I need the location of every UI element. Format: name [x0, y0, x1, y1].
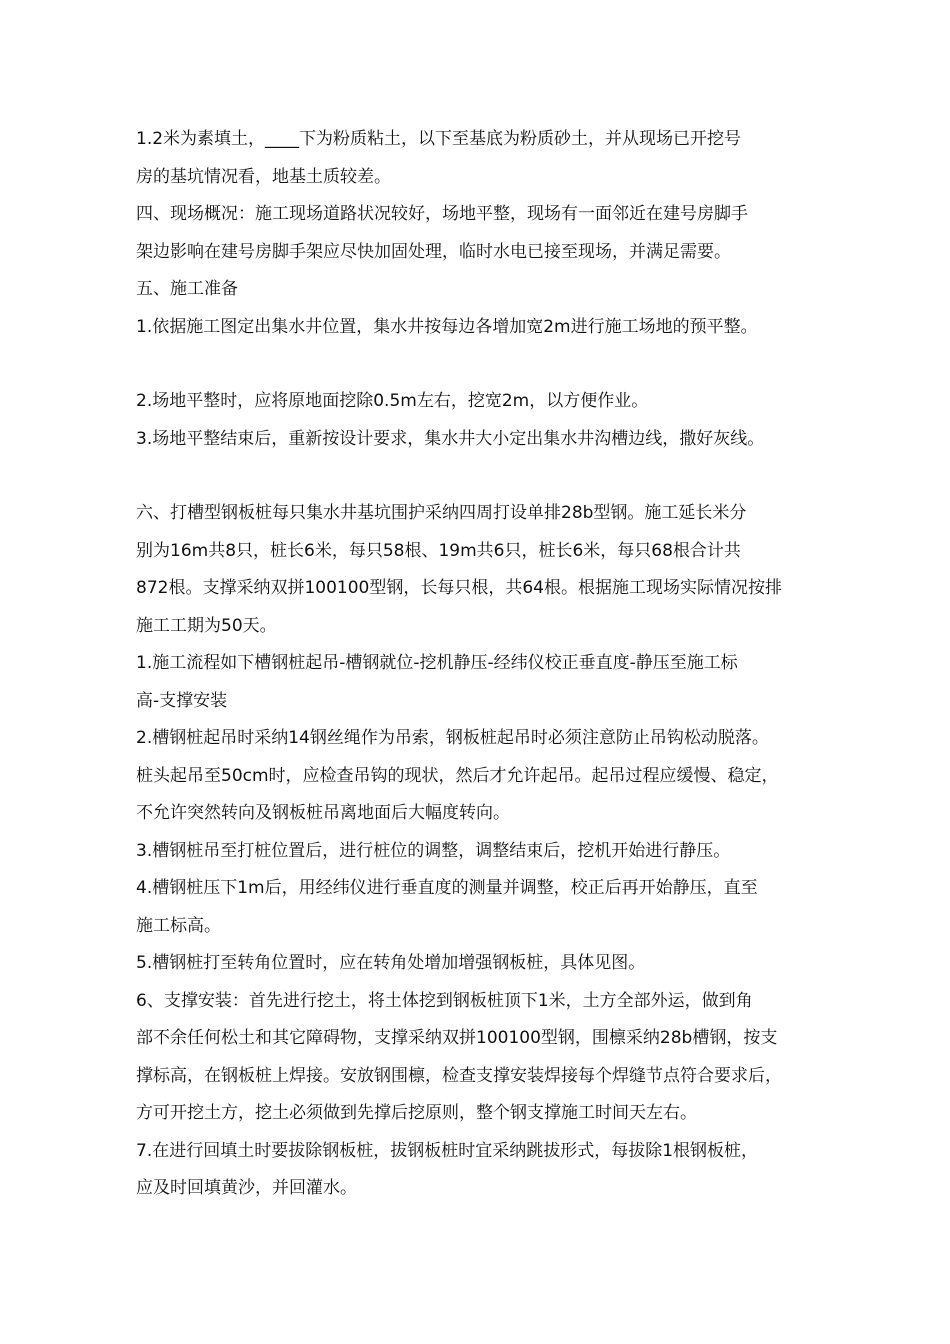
paragraph-verticality: 4.槽钢桩压下1m后，用经纬仪进行垂直度的测量并调整，校正后再开始静压，直至 施工标高。	[136, 878, 758, 936]
paragraph-backfill: 7.在进行回填土时要拔除钢板桩，拔钢板桩时宜采纳跳拔形式，每拔除1根钢板桩， 应及时回填黄沙，并回灌水。	[136, 1140, 759, 1198]
paragraph-prep-3: 3.场地平整结束后，重新按设计要求，集水井大小定出集水井沟槽边线，撒好灰线。	[136, 428, 765, 449]
blank-line	[116, 346, 850, 383]
paragraph-lifting: 2.槽钢桩起吊时采纳14钢丝绳作为吊索，钢板桩起吊时必须注意防止吊钩松动脱落。 桩头起吊至50cm时，应检查吊钩的现状，然后才允许起吊。起吊过程应缓慢、稳定， 不允许突然转向及钢板桩吊离地面后大幅度转向。	[136, 728, 779, 823]
paragraph-corner: 5.槽钢桩打至转角位置时，应在转角处增加增强钢板桩，具体见图。	[136, 953, 646, 973]
paragraph-prep-1: 1.依据施工图定出集水井位置，集水井按每边各增加宽2m进行施工场地的预平整。	[136, 316, 758, 337]
document-body	[116, 121, 850, 1208]
blank-line	[116, 458, 850, 495]
section-heading-preparation: 五、施工准备	[136, 279, 238, 299]
paragraph-support-install: 6、支撑安装：首先进行挖土，将土体挖到钢板桩顶下1米，土方全部外运，做到角 部不余任何松土和其它障碍物，支撑采纳双拼100100型钢，围檩采纳28b槽钢，按支 撑标高，在钢板桩上焊接。安放钢围檩，检查支撑安装焊接每个焊缝节点符合要求后， 方可开挖土方，挖土必须做到先撑后挖原则，整个钢支撑施工时间天左右。	[136, 990, 782, 1123]
paragraph-sheet-pile: 六、打槽型钢板桩每只集水井基坑围护采纳四周打设单排28b型钢。施工延长米分 别为16m共8只，桩长6米，每只58根、19m共6只，桩长6米，每只68根合计共 872根。支撑采纳双拼100100型钢，长每只根，共64根。根据施工现场实际情况按排 施工工期为50天。	[136, 503, 782, 636]
paragraph-process-flow: 1.施工流程如下槽钢桩起吊-槽钢就位-挖机静压-经纬仪校正垂直度-静压至施工标 高-支撑安装	[136, 653, 738, 711]
paragraph-prep-2: 2.场地平整时，应将原地面挖除0.5m左右，挖宽2m，以方便作业。	[136, 391, 649, 411]
paragraph-soil-conditions: 1.2米为素填土，____下为粉质粘土，以下至基底为粉质砂土，并从现场已开挖号 房的基坑情况看，地基土质较差。	[136, 129, 742, 187]
paragraph-site-overview: 四、现场概况：施工现场道路状况较好，场地平整，现场有一面邻近在建号房脚手 架边影响在建号房脚手架应尽快加固处理，临时水电已接至现场，并满足需要。	[136, 204, 748, 262]
paragraph-positioning: 3.槽钢桩吊至打桩位置后，进行桩位的调整，调整结束后，挖机开始进行静压。	[136, 840, 731, 861]
